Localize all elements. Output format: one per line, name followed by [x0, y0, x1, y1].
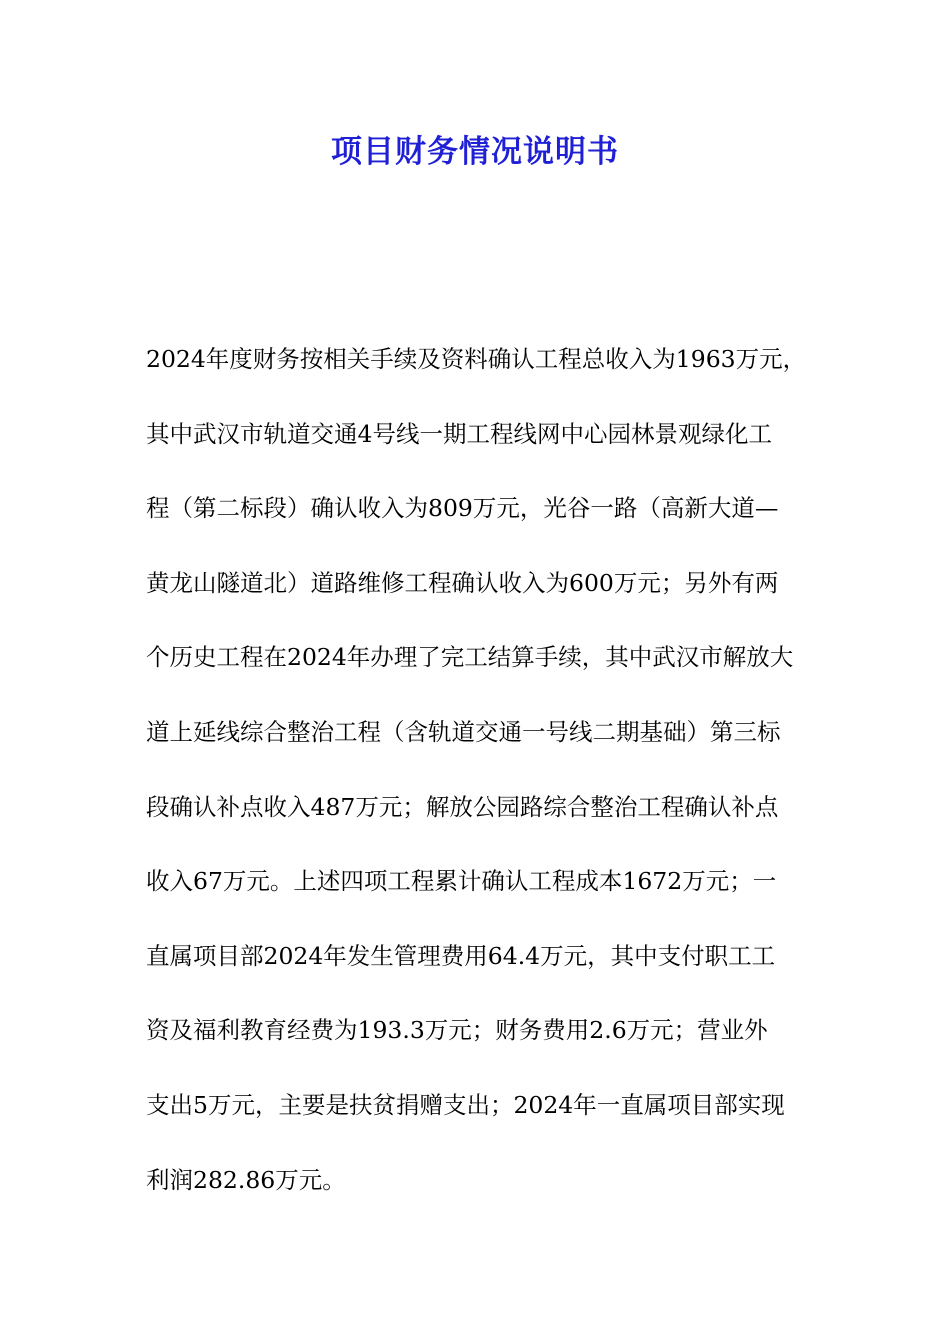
body-line: 程（第二标段）确认收入为809万元，光谷一路（高新大道—: [146, 494, 779, 523]
body-line: 收入67万元。上述四项工程累计确认工程成本1672万元；一: [146, 867, 777, 896]
body-line: 个历史工程在2024年办理了完工结算手续，其中武汉市解放大: [146, 643, 794, 672]
document-title: 项目财务情况说明书: [331, 134, 619, 170]
body-line: 资及福利教育经费为193.3万元；财务费用2.6万元；营业外: [146, 1016, 768, 1045]
body-line: 黄龙山隧道北）道路维修工程确认收入为600万元；另外有两: [146, 568, 779, 597]
document-body: [146, 338, 826, 1233]
body-line: 2024年度财务按相关手续及资料确认工程总收入为1963万元，: [146, 345, 807, 373]
body-line: 其中武汉市轨道交通4号线一期工程线网中心园林景观绿化工: [146, 419, 772, 448]
body-line: 直属项目部2024年发生管理费用64.4万元，其中支付职工工: [146, 941, 776, 970]
body-line: 段确认补点收入487万元；解放公园路综合整治工程确认补点: [146, 792, 779, 821]
body-line: 道上延线综合整治工程（含轨道交通一号线二期基础）第三标: [146, 717, 781, 746]
body-line: 利润282.86万元。: [146, 1165, 346, 1194]
body-line: 支出5万元，主要是扶贫捐赠支出；2024年一直属项目部实现: [146, 1090, 785, 1119]
